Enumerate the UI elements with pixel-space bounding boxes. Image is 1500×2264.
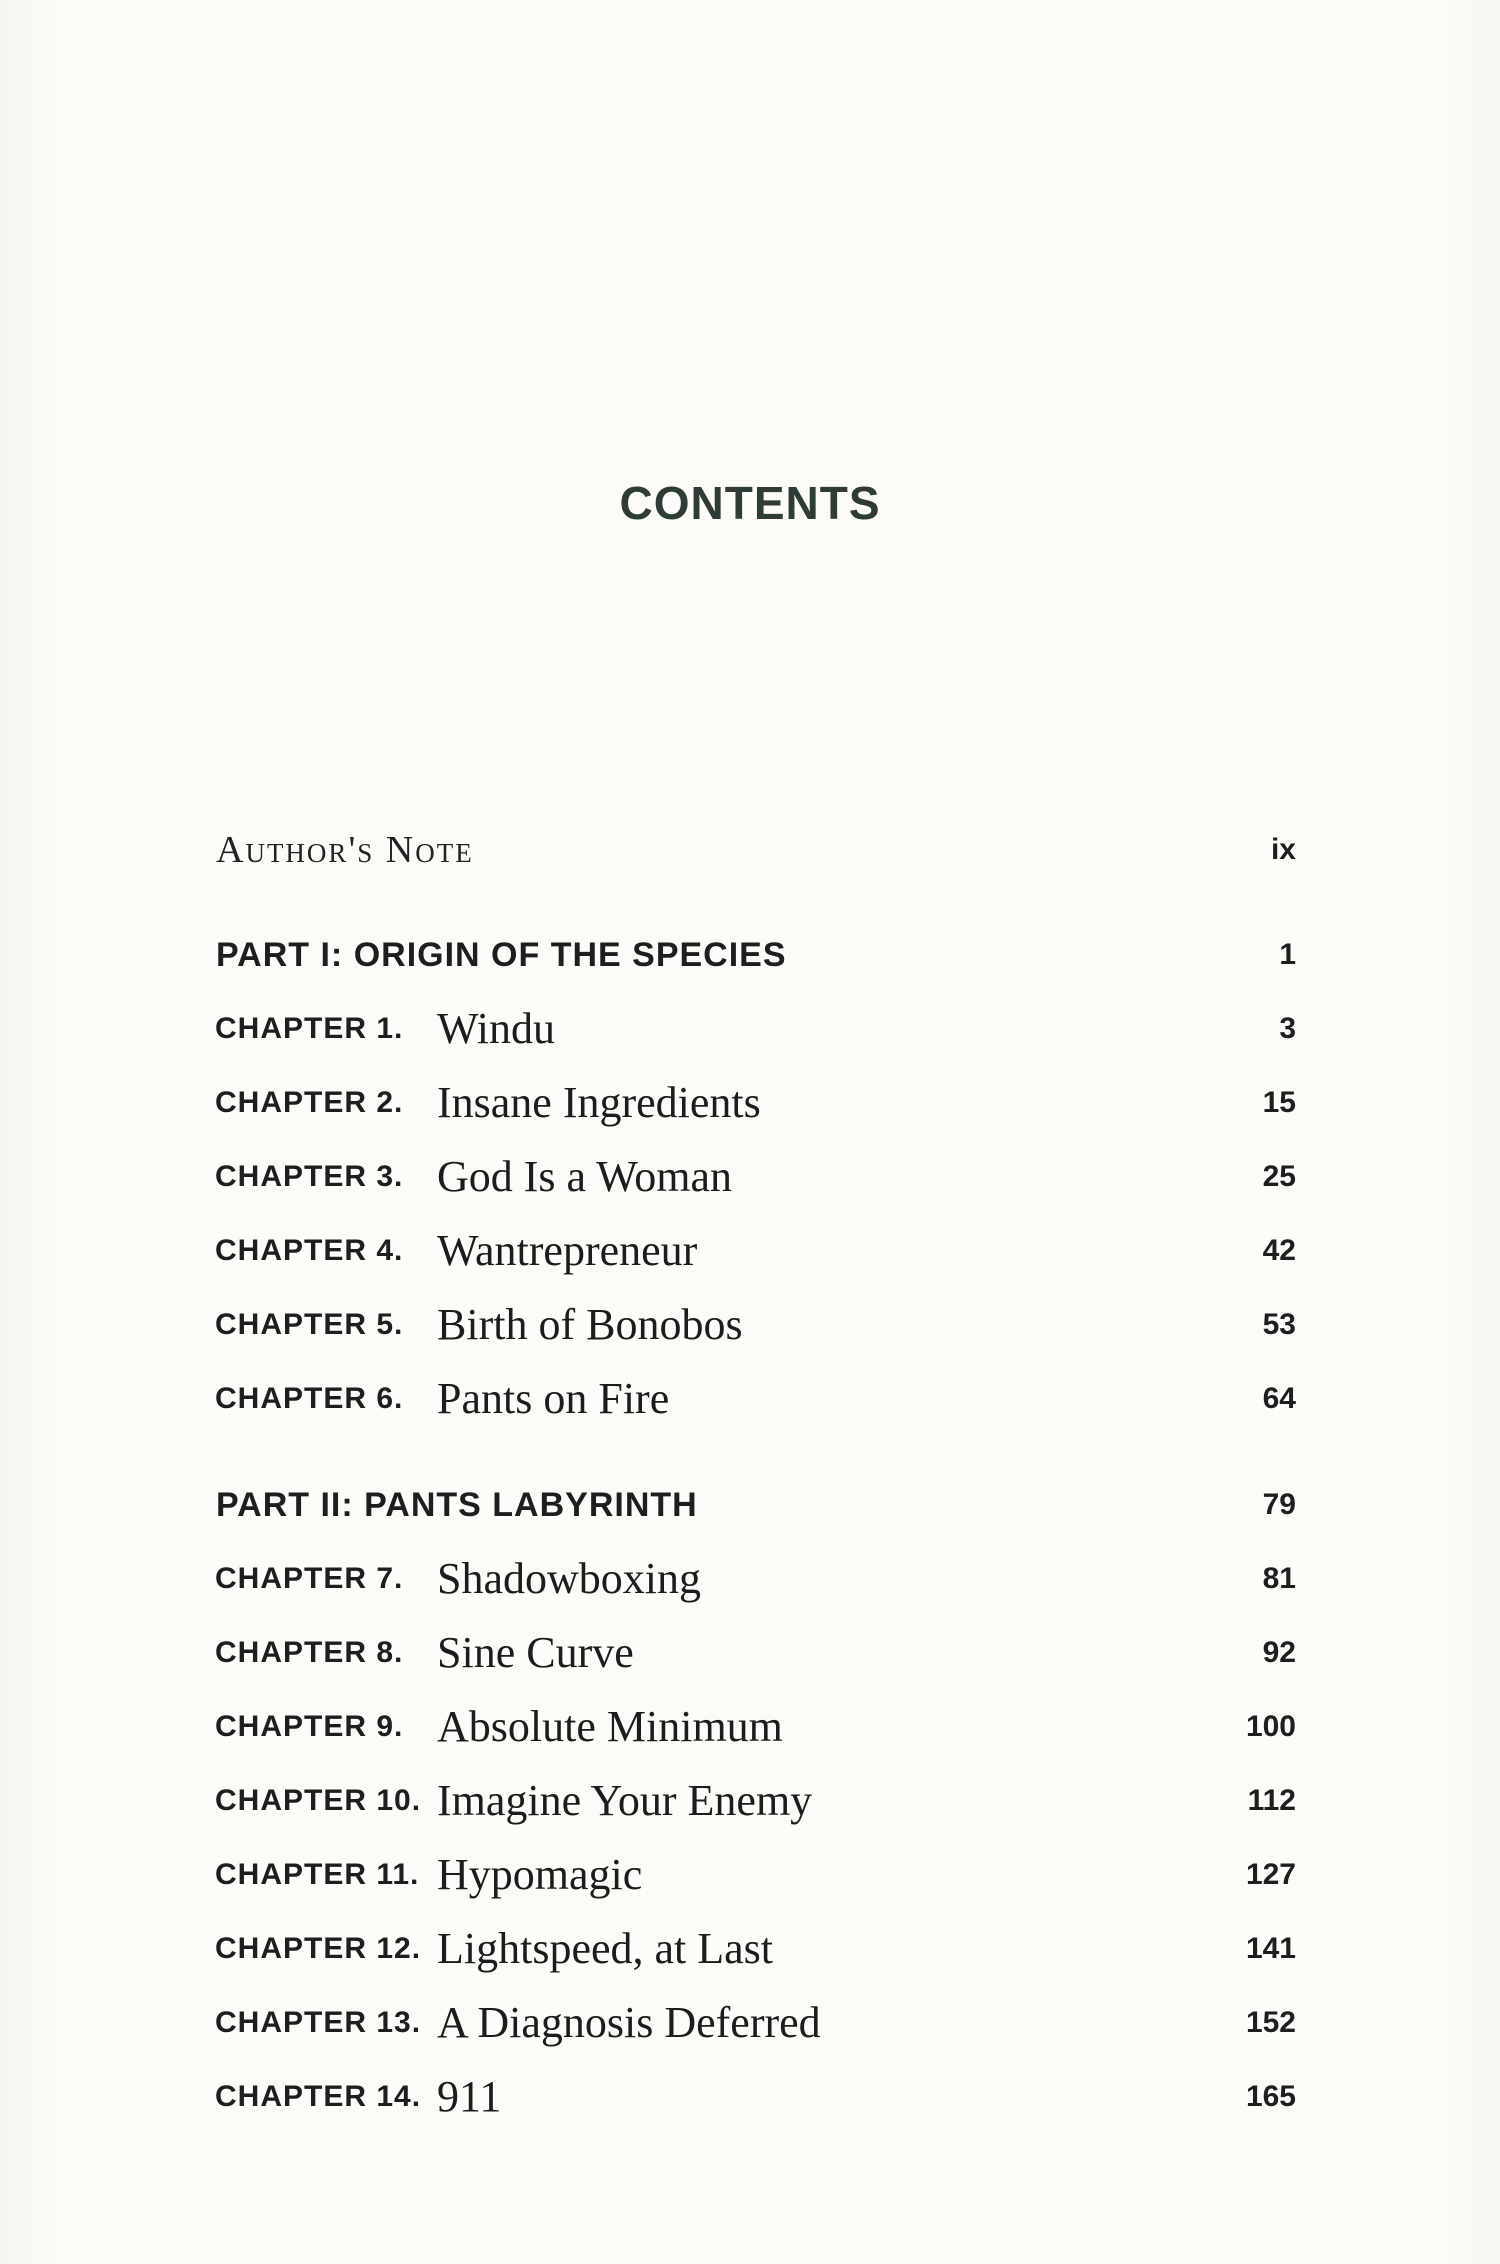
toc-entry-chapter-7[interactable] bbox=[0, 1549, 1500, 1609]
chapter-title: Birth of Bonobos bbox=[437, 1300, 743, 1349]
chapter-number: CHAPTER 2. bbox=[215, 1086, 404, 1119]
chapter-title: Pants on Fire bbox=[437, 1374, 670, 1423]
chapter-number: CHAPTER 12. bbox=[215, 1932, 422, 1965]
toc-entry-chapter-13[interactable] bbox=[0, 1993, 1500, 2053]
page-number: 3 bbox=[1279, 1012, 1296, 1045]
part-label: PART I: ORIGIN OF THE SPECIES bbox=[216, 936, 787, 974]
chapter-number: CHAPTER 5. bbox=[215, 1308, 404, 1341]
toc-entry-chapter-8[interactable] bbox=[0, 1623, 1500, 1683]
page-number: 81 bbox=[1262, 1562, 1296, 1595]
page-number: 42 bbox=[1262, 1234, 1296, 1267]
toc-entry-chapter-1[interactable] bbox=[0, 999, 1500, 1059]
toc-entry-chapter-9[interactable] bbox=[0, 1697, 1500, 1757]
chapter-number: CHAPTER 3. bbox=[215, 1160, 404, 1193]
chapter-title: Shadowboxing bbox=[437, 1554, 701, 1603]
chapter-title: Absolute Minimum bbox=[437, 1702, 783, 1751]
chapter-title: Hypomagic bbox=[437, 1850, 643, 1899]
page-number: 127 bbox=[1245, 1858, 1296, 1891]
page-number: 79 bbox=[1262, 1488, 1296, 1521]
page-number: ix bbox=[1270, 833, 1296, 866]
chapter-title: Windu bbox=[437, 1004, 555, 1053]
chapter-number: CHAPTER 8. bbox=[215, 1636, 404, 1669]
chapter-number: CHAPTER 1. bbox=[215, 1012, 404, 1045]
part-label: PART II: PANTS LABYRINTH bbox=[216, 1486, 698, 1524]
toc-entry-chapter-3[interactable] bbox=[0, 1147, 1500, 1207]
page-number: 165 bbox=[1245, 2080, 1296, 2113]
chapter-title: Imagine Your Enemy bbox=[437, 1776, 813, 1825]
chapter-number: CHAPTER 4. bbox=[215, 1234, 404, 1267]
chapter-number: CHAPTER 11. bbox=[215, 1858, 420, 1891]
toc-entry-chapter-14[interactable] bbox=[0, 2067, 1500, 2127]
page-number: 64 bbox=[1262, 1382, 1296, 1415]
page-number: 53 bbox=[1262, 1308, 1296, 1341]
page-number: 25 bbox=[1262, 1160, 1296, 1193]
page-number: 112 bbox=[1247, 1784, 1296, 1817]
chapter-number: CHAPTER 14. bbox=[215, 2080, 422, 2113]
toc-entry-chapter-5[interactable] bbox=[0, 1295, 1500, 1355]
chapter-number: CHAPTER 10. bbox=[215, 1784, 422, 1817]
page-number: 92 bbox=[1262, 1636, 1296, 1669]
chapter-number: CHAPTER 7. bbox=[215, 1562, 404, 1595]
page-number: 141 bbox=[1245, 1932, 1296, 1965]
toc-entry-chapter-11[interactable] bbox=[0, 1845, 1500, 1905]
page-number: 15 bbox=[1262, 1086, 1296, 1119]
toc-entry-chapter-12[interactable] bbox=[0, 1919, 1500, 1979]
chapter-title: Wantrepreneur bbox=[437, 1226, 698, 1275]
chapter-number: CHAPTER 6. bbox=[215, 1382, 404, 1415]
toc-entry-chapter-4[interactable] bbox=[0, 1221, 1500, 1281]
chapter-title: God Is a Woman bbox=[437, 1152, 733, 1201]
page-number: 152 bbox=[1245, 2006, 1296, 2039]
toc-entry-chapter-10[interactable] bbox=[0, 1771, 1500, 1831]
chapter-title: 911 bbox=[437, 2072, 502, 2121]
chapter-title: Insane Ingredients bbox=[437, 1078, 761, 1127]
front-matter-label: Author's Note bbox=[216, 829, 474, 871]
contents-heading: CONTENTS bbox=[619, 477, 881, 529]
toc-entry-part-1[interactable] bbox=[0, 925, 1500, 985]
chapter-title: A Diagnosis Deferred bbox=[437, 1998, 821, 2047]
page-number: 100 bbox=[1245, 1710, 1296, 1743]
toc-entry-authors-note[interactable] bbox=[0, 820, 1500, 880]
chapter-title: Lightspeed, at Last bbox=[437, 1924, 774, 1973]
chapter-number: CHAPTER 9. bbox=[215, 1710, 404, 1743]
toc-entry-chapter-2[interactable] bbox=[0, 1073, 1500, 1133]
page-number: 1 bbox=[1279, 938, 1296, 971]
toc-entry-part-2[interactable] bbox=[0, 1475, 1500, 1535]
chapter-number: CHAPTER 13. bbox=[215, 2006, 422, 2039]
chapter-title: Sine Curve bbox=[437, 1628, 634, 1677]
toc-entry-chapter-6[interactable] bbox=[0, 1369, 1500, 1429]
